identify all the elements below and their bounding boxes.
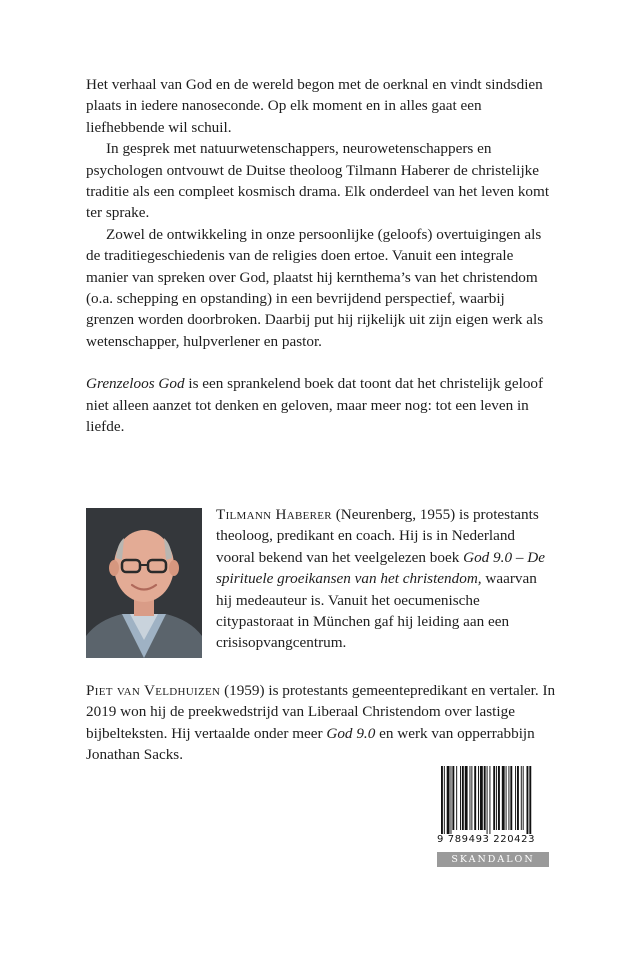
book-title: God 9.0 – De spirituele groeikansen van het christendom,: [216, 548, 545, 588]
book-title: God 9.0: [326, 724, 376, 742]
translator-name: Piet van Veldhuizen: [86, 682, 221, 699]
isbn-number: 9 789493 220423: [437, 834, 536, 845]
translator-bio-text: (1959) is protestants gemeentepredikant en vertaler. In 2019 won hij de preekwedstrijd van Liberaal Christendom over lastige bijbelteksten. Hij vertaalde onder meer: [86, 682, 556, 742]
blurb-paragraph-4-text: is een sprankelend boek dat toont dat het christelijk geloof niet alleen aanzet tot denken en geloven, maar meer nog: tot een leven in liefde.: [86, 375, 544, 436]
publisher-logo: SKANDALON: [437, 852, 549, 867]
book-title: Grenzeloos God: [86, 375, 185, 393]
blurb-paragraph-1: Het verhaal van God en de wereld begon met de oerknal en vindt sindsdien plaats in iedere nanoseconde. Op elk moment en in alles gaat een liefhebbende wil schuil.: [86, 76, 543, 136]
blurb-paragraph-2: In gesprek met natuurwetenschappers, neurowetenschappers en psychologen ontvouwt de Duitse theoloog Tilmann Haberer de christelijke traditie als een compleet kosmisch drama. Elk onderdeel van het leven komt ter sprake.: [86, 140, 550, 222]
book-blurb: [86, 74, 556, 438]
author-bio-text: waarvan hij medeauteur is. Vanuit het oecumenische citypastoraat in München gaf hij leiding aan een crisisopvangcentrum.: [216, 570, 537, 652]
author-bio-haberer: [216, 504, 556, 654]
translator-bio-text: en werk van opperrabbijn Jonathan Sacks.: [86, 724, 535, 764]
author-bio-van-veldhuizen: [86, 680, 556, 766]
blurb-paragraph-3: Zowel de ontwikkeling in onze persoonlijke (geloofs) overtuigingen als de traditiegeschiedenis van de religies doen ertoe. Vanuit een integrale manier van spreken over God, plaatst hij kernthema’s van het christendom (o.a. schepping en opstanding) in een bevrijdend perspectief, waarbij grenzen worden doorbroken. Daarbij put hij rijkelijk uit zijn eigen werk als wetenschapper, hulpverlener en pastor.: [86, 225, 544, 350]
author-bio-text: (Neurenberg, 1955) is protestants theoloog, predikant en coach. Hij is in Nederland vooral bekend van het veelgelezen boek: [216, 506, 539, 566]
author-name: Tilmann Haberer: [216, 506, 332, 523]
author-photo: [86, 508, 202, 658]
blurb-paragraph-4: [86, 373, 556, 437]
barcode-bars: [437, 766, 549, 834]
